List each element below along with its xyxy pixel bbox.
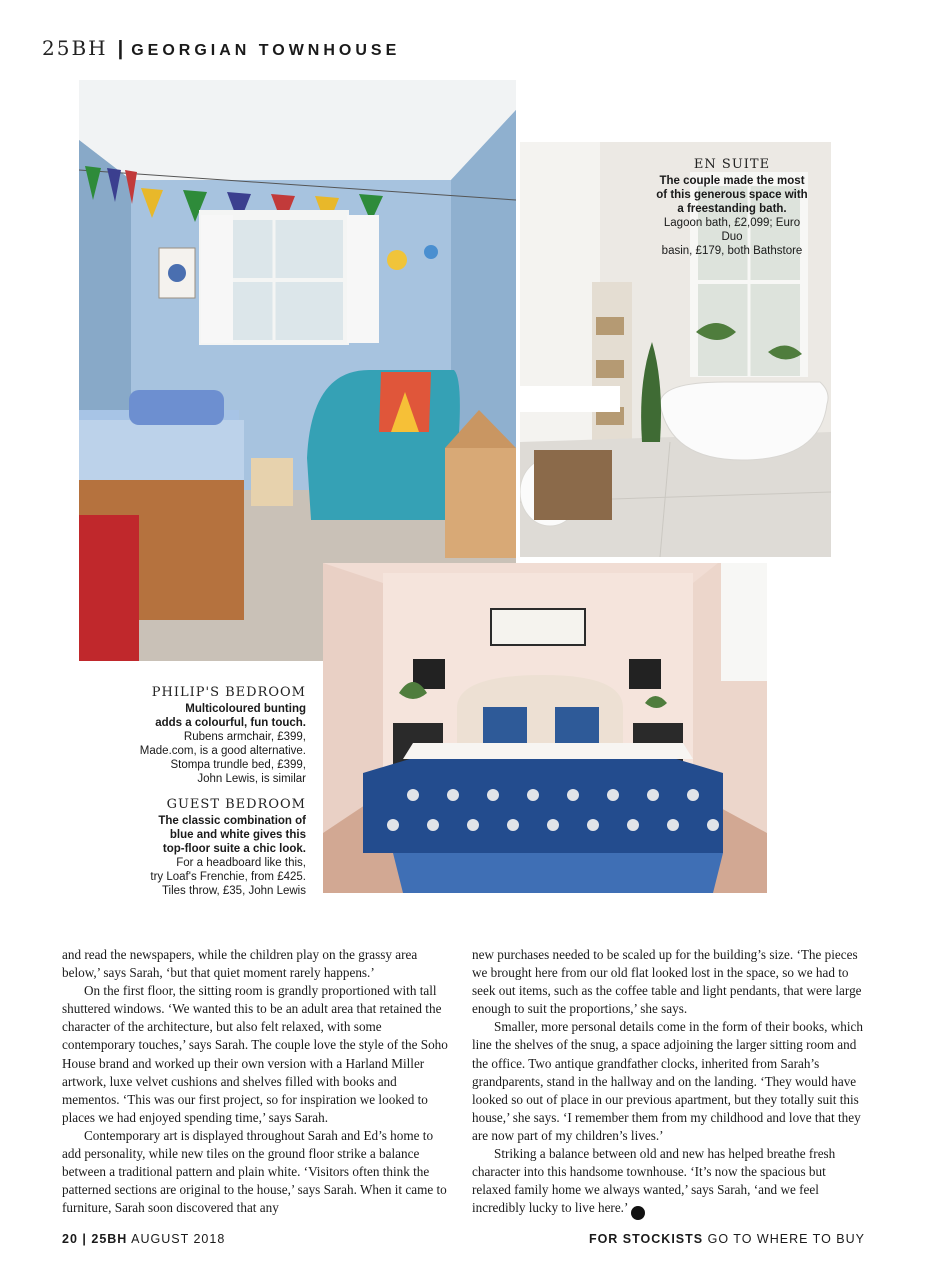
caption-lead-line: adds a colourful, fun touch. bbox=[155, 717, 306, 729]
philips-bedroom-caption bbox=[110, 686, 306, 786]
page-footer-right bbox=[589, 1232, 865, 1246]
article-paragraph: Contemporary art is displayed throughout Sarah and Ed’s home to add personality, while new tiles on the ground floor strike a balance between a traditional pattern and plain white. ‘Visitors often think the patterned sections are original to the house,’ says Sarah. When it came to furniture, Sarah soon discovered that any bbox=[62, 1127, 447, 1216]
stockists-label: FOR STOCKISTS bbox=[588, 1232, 704, 1246]
caption-lead-line: of this generous space with bbox=[656, 189, 808, 201]
page-footer-left bbox=[62, 1232, 225, 1246]
magazine-logo: 25BH bbox=[42, 36, 108, 60]
caption-title: EN SUITE bbox=[693, 157, 771, 172]
footer-issue: AUGUST 2018 bbox=[131, 1232, 226, 1246]
caption-lead-line: Multicoloured bunting bbox=[185, 703, 306, 715]
article-paragraph: new purchases needed to be scaled up for the building’s size. ‘The pieces we brought here from our old flat looked lost in the space, so we had to seek out items, such as the coffee table and light pendants, that were large enough to suit the proportions,’ she says. bbox=[472, 947, 862, 1017]
caption-body-line: Made.com, is a good alternative. bbox=[139, 745, 306, 757]
article-paragraph: On the first floor, the sitting room is grandly proportioned with tall shuttered windows. ‘We wanted this to be an adult area that retained the character of the architecture, but also felt relaxed, with some contemporary touches,’ says Sarah. The couple love the style of the Soho House brand and worked up their own version with a Harland Miller artwork, luxe velvet cushions and shelves filled with books and mementos. ‘This was our first project, so for inspiration we looked to places we had enjoyed spending time,’ says Sarah. bbox=[62, 983, 448, 1125]
page-number: 20 bbox=[62, 1232, 78, 1246]
footer-divider: | bbox=[82, 1232, 87, 1246]
footer-magazine: 25BH bbox=[91, 1232, 128, 1246]
caption-lead-line: The classic combination of bbox=[158, 815, 306, 827]
ensuite-caption bbox=[652, 158, 812, 258]
header-divider: | bbox=[117, 38, 124, 60]
caption-body-line: Stompa trundle bed, £399, bbox=[170, 759, 306, 771]
article-column-right bbox=[472, 946, 863, 1220]
page-header bbox=[42, 36, 400, 61]
article-paragraph: and read the newspapers, while the children play on the grassy area below,’ says Sarah, ‘but that quiet moment rarely happens.’ bbox=[62, 947, 418, 981]
caption-body-line: John Lewis, is similar bbox=[197, 773, 306, 785]
caption-body-line: Lagoon bath, £2,099; Euro Duo bbox=[663, 217, 801, 243]
guest-bedroom-caption bbox=[110, 798, 306, 898]
guest-bedroom-photo bbox=[323, 563, 767, 893]
caption-body-line: Rubens armchair, £399, bbox=[183, 731, 306, 743]
article-paragraph: Striking a balance between old and new has helped breathe fresh character into this handsome townhouse. ‘It’s now the spacious but relaxed family home we always wanted,’ says Sarah, ‘and we feel incredibly lucky to live here.’ bbox=[472, 1146, 836, 1216]
article-column-left bbox=[62, 946, 453, 1217]
caption-body-line: For a headboard like this, bbox=[176, 857, 306, 869]
end-mark-icon: 25 bbox=[631, 1206, 645, 1220]
stockists-link-text: GO TO WHERE TO BUY bbox=[707, 1232, 865, 1246]
caption-lead-line: blue and white gives this bbox=[169, 829, 306, 841]
caption-title: PHILIP'S BEDROOM bbox=[151, 685, 306, 700]
caption-lead-line: top-floor suite a chic look. bbox=[162, 843, 306, 855]
caption-body-line: try Loaf's Frenchie, from £425. bbox=[150, 871, 306, 883]
caption-body-line: Tiles throw, £35, John Lewis bbox=[161, 885, 306, 897]
article-paragraph: Smaller, more personal details come in the form of their books, which line the shelves of the snug, a space adjoining the larger sitting room and the office. Two antique grandfather clocks, inherited from Sarah’s grandparents, stand in the hallway and on the landing. ‘They would have looked so out of place in our previous apartment, but they totally suit this house,’ she says. ‘I remember them from my childhood and love that they are now part of my children’s lives.’ bbox=[472, 1019, 863, 1143]
section-title: GEORGIAN TOWNHOUSE bbox=[131, 42, 401, 59]
caption-title: GUEST BEDROOM bbox=[166, 797, 306, 812]
caption-lead-line: a freestanding bath. bbox=[677, 203, 787, 215]
caption-body-line: basin, £179, both Bathstore bbox=[661, 245, 803, 257]
caption-lead-line: The couple made the most bbox=[659, 175, 805, 187]
